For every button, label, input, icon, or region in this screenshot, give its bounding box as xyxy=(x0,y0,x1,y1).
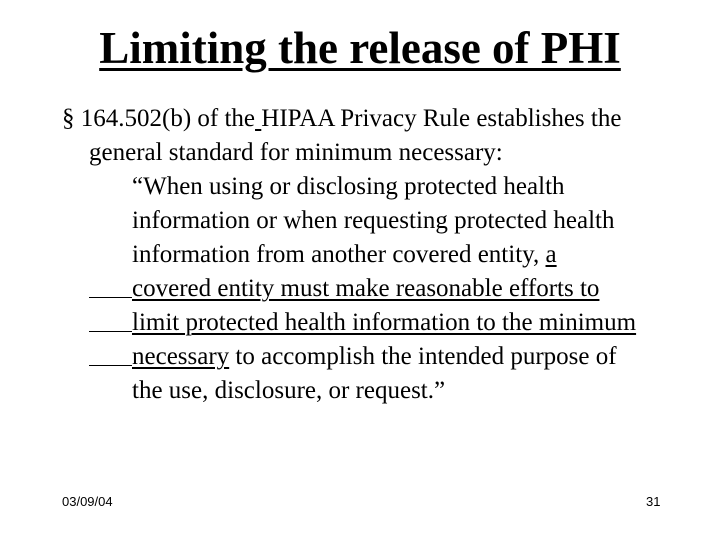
quote-line-3-underlined: a xyxy=(545,241,557,268)
quote-line-2: information or when requesting protected health xyxy=(132,207,615,234)
intro-text-start: § 164.502(b) of the xyxy=(62,105,256,132)
intro-line-1 xyxy=(62,102,621,136)
slide-title: Limiting the release of PHI xyxy=(99,23,621,73)
footer-page-number: 31 xyxy=(646,494,661,509)
quote-line-7: the use, disclosure, or request.” xyxy=(132,377,446,404)
underline-leader xyxy=(89,331,132,332)
underline-leader xyxy=(89,365,132,366)
quote-line-4: covered entity must make reasonable efforts to xyxy=(132,275,600,302)
footer-date: 03/09/04 xyxy=(62,494,113,509)
intro-text-end: HIPAA Privacy Rule establishes the xyxy=(261,105,622,132)
quote-line-3 xyxy=(132,238,557,272)
intro-line-2: general standard for minimum necessary: xyxy=(89,139,503,166)
quote-line-1: “When using or disclosing protected health xyxy=(132,173,565,200)
quote-line-3-text: information from another covered entity, xyxy=(132,241,546,268)
quote-line-6-underlined: necessary xyxy=(132,343,230,370)
quote-line-6 xyxy=(132,340,617,374)
quote-line-5: limit protected health information to the minimum xyxy=(132,309,637,336)
underline-leader xyxy=(89,297,132,298)
quote-line-6-text: to accomplish the intended purpose of xyxy=(229,343,617,370)
